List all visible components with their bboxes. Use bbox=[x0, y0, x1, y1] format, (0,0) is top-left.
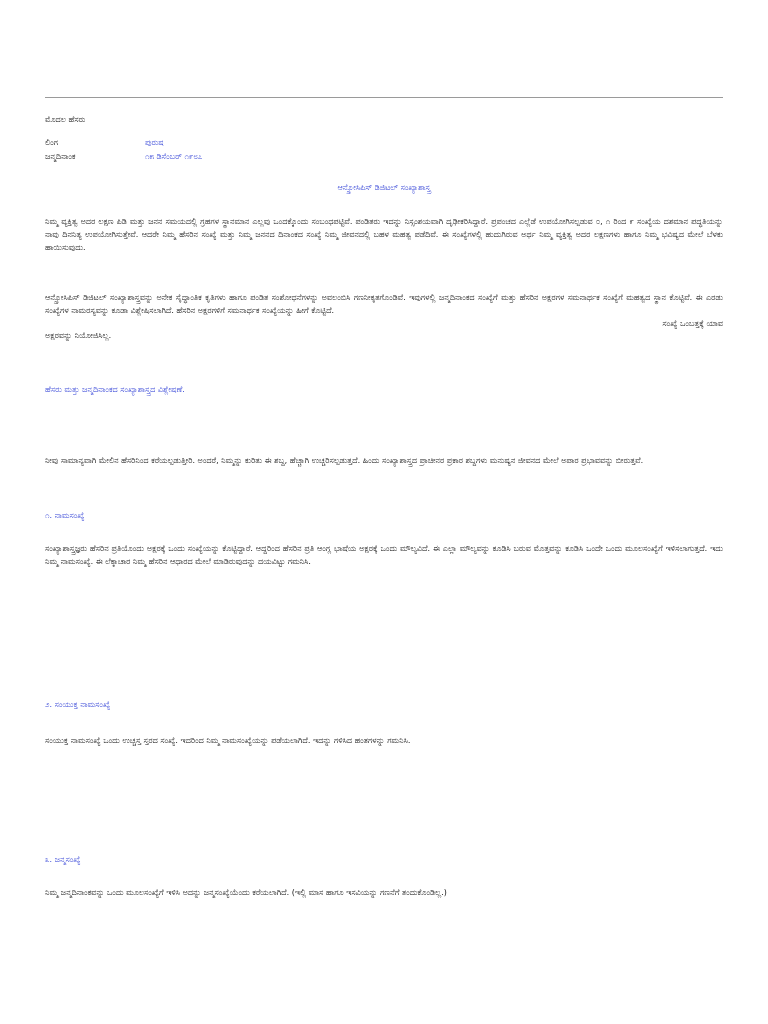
gender-row bbox=[45, 137, 723, 151]
section-2-heading: ೨. ಸಂಯುಕ್ತ ನಾಮಸಂಖ್ಯೆ bbox=[45, 700, 111, 709]
profile-block bbox=[45, 114, 723, 165]
section-3-heading: ೩. ಜನ್ಮಸಂಖ್ಯೆ bbox=[45, 855, 81, 864]
intro-paragraph-2 bbox=[45, 292, 723, 343]
analysis-heading: ಹೆಸರು ಮತ್ತು ಜನ್ಮದಿನಾಂಕದ ಸಂಖ್ಯಾಶಾಸ್ತ್ರದ ವಿಶ್ಲೇಷಣೆ. bbox=[45, 385, 185, 394]
section-1-text: ಸಂಖ್ಯಾಶಾಸ್ತ್ರಜ್ಞರು ಹೆಸರಿನ ಪ್ರತಿಯೊಂದು ಅಕ್ಷರಕ್ಕೆ ಒಂದು ಸಂಖ್ಯೆಯನ್ನು ಕೊಟ್ಟಿದ್ದಾರೆ. ಆದ್ದರಿಂದ ಹೆಸರಿನ ಪ್ರತಿ ಆಂಗ್ಲ ಭಾಷೆಯ ಅಕ್ಷರಕ್ಕೆ ಒಂದು ಮೌಲ್ಯವಿದೆ. ಈ ಎಲ್ಲಾ ಮೌಲ್ಯವನ್ನು ಕೂಡಿಸಿ ಬರುವ ಮೊತ್ತವನ್ನು ಕೂಡಿಸಿ ಒಂದೇ ಒಂದು ಮೂಲಸಂಖ್ಯೆಗೆ ಇಳಿಸಲಾಗುತ್ತದೆ. ಇದು ನಿಮ್ಮ ನಾಮಸಂಖ್ಯೆ. ಈ ಲೆಕ್ಕಾಚಾರ ನಿಮ್ಮ ಹೆಸರಿನ ಆಧಾರದ ಮೇಲೆ ಮಾಡಿರುವುದನ್ನು ದಯವಿಟ್ಟು ಗಮನಿಸಿ. bbox=[45, 544, 723, 566]
page-title: ಆನ್ಸ್ರೋಸಿಪಿಸ್ ಡಿಜಿಟಲ್ ಸಂಖ್ಯಾಶಾಸ್ತ್ರ bbox=[337, 183, 431, 192]
intro-paragraph-2-end: ಅಕ್ಷರವನ್ನು ನಿಯೋಜಿಸಿಲ್ಲ. bbox=[45, 331, 112, 341]
first-name-label: ಮೊದಲ ಹೆಸರು bbox=[45, 115, 86, 124]
dob-row bbox=[45, 151, 723, 165]
gender-value: ಪುರುಷ bbox=[145, 137, 164, 147]
dob-label: ಜನ್ಮದಿನಾಂಕ bbox=[45, 151, 76, 161]
section-2-text: ಸಂಯುಕ್ತ ನಾಮಸಂಖ್ಯೆ ಒಂದು ಉಚ್ಚಸ್ತ ಸ್ತರದ ಸಂಖ್ಯೆ. ಇದರಿಂದ ನಿಮ್ಮ ನಾಮಸಂಖ್ಯೆಯನ್ನು ಪಡೆಯಲಾಗಿದೆ. ಇದನ್ನು ಗಳಿಸಿದ ಹಂತಗಳನ್ನು ಗಮನಿಸಿ. bbox=[45, 736, 411, 745]
section-3-text: ನಿಮ್ಮ ಜನ್ಮದಿನಾಂಕವನ್ನು ಒಂದು ಮೂಲಸಂಖ್ಯೆಗೆ ಇಳಿಸಿ ಅದನ್ನು ಜನ್ಮಸಂಖ್ಯೆಯೆಂದು ಕರೆಯಲಾಗಿದೆ. (ಇಲ್ಲಿ ಮಾಸ ಹಾಗೂ ಇಸವಿಯನ್ನು ಗಣನೆಗೆ ತಂದುಕೊಂಡಿಲ್ಲ.) bbox=[45, 888, 447, 897]
intro-paragraph-2-body: ಆನ್ಸ್ರೋಸಿಪಿಸ್ ಡಿಜಿಟಲ್ ಸಂಖ್ಯಾಶಾಸ್ತ್ರವನ್ನು ಅನೇಕ ಸೈದ್ಧಾಂತಿಕ ಕೃತಿಗಳು ಹಾಗೂ ಪಂಡಿತ ಸಂಶೋಧನೆಗಳನ್ನು ಅವಲಂಬಿಸಿ ಗಣನೀಕೃತಗೊಂಡಿವೆ. ಇವುಗಳಲ್ಲಿ ಜನ್ಮದಿನಾಂಕದ ಸಂಖ್ಯೆಗೆ ಮತ್ತು ಹೆಸರಿನ ಅಕ್ಷರಗಳ ಸಮನಾರ್ಥಕ ಸಂಖ್ಯೆಗೆ ಮಹತ್ವದ ಸ್ಥಾನ ಕೊಟ್ಟಿವೆ. ಈ ಎರಡು ಸಂಖ್ಯೆಗಳ ನಾಮರಸ್ಯವನ್ನು ಕೂಡಾ ವಿಶ್ಲೇಷಿಸಲಾಗಿದೆ. ಹೆಸರಿನ ಅಕ್ಷರಗಳಿಗೆ ಸಮನಾರ್ಥಕ ಸಂಖ್ಯೆಯನ್ನು ಹೀಗೆ ಕೊಟ್ಟಿದೆ. bbox=[45, 293, 723, 315]
gender-label: ಲಿಂಗ bbox=[45, 137, 58, 147]
header-divider bbox=[45, 97, 723, 98]
analysis-paragraph: ನೀವು ಸಾಮಾನ್ಯವಾಗಿ ಮೇಲಿನ ಹೆಸರಿನಿಂದ ಕರೆಯಲ್ಪಡುತ್ತೀರಿ. ಅಂದರೆ, ನಿಮ್ಮನ್ನು ಕುರಿತು ಈ ಶಬ್ದ, ಹೆಚ್ಚಾಗಿ ಉಚ್ಚರಿಸಲ್ಪಡುತ್ತದೆ. ಹಿಂದು ಸಂಖ್ಯಾಶಾಸ್ತ್ರದ ಪ್ರಾಚೀನರ ಪ್ರಕಾರ ಶಬ್ದಗಳು ಮನುಷ್ಯನ ಜೀವನದ ಮೇಲೆ ಅಪಾರ ಪ್ರಭಾವವನ್ನು ಬೀರುತ್ತವೆ. bbox=[45, 456, 644, 465]
intro-paragraph-2-right: ಸಂಖ್ಯೆ ಒಂಬತ್ತಕ್ಕೆ ಯಾವ bbox=[662, 318, 723, 328]
intro-paragraph-1: ನಿಮ್ಮ ವ್ಯಕ್ತಿತ್ವ ಅದರ ಲಕ್ಷಣ ಪಿಡಿ ಮತ್ತು ಜನನ ಸಮಯದಲ್ಲಿ ಗ್ರಹಗಳ ಸ್ಥಾನಮಾನ ಎಲ್ಲವು ಒಂದಕ್ಕೊಂದು ಸಂಬಂಧಪಟ್ಟಿವೆ. ಪಂಡಿತರು ಇದನ್ನು ನಿಸ್ಸಂಶಯವಾಗಿ ದೃಢೀಕರಿಸಿದ್ದಾರೆ. ಪ್ರಪಂಚದ ಎಲ್ಲೆಡೆ ಉಪಯೋಗಿಸಲ್ಪಡುವ ೦, ೧ ರಿಂದ ೯ ಸಂಖ್ಯೆಯ ದಶಮಾನ ಪದ್ಧತಿಯನ್ನು ನಾವು ದಿನನಿತ್ಯ ಉಪಯೋಗಿಸುತ್ತೇವೆ. ಆದರೇ ನಿಮ್ಮ ಹೆಸರಿನ ಸಂಖ್ಯೆ ಮತ್ತು ನಿಮ್ಮ ಜನನದ ದಿನಾಂಕದ ಸಂಖ್ಯೆ ನಿಮ್ಮ ಜೀವನದಲ್ಲಿ ಬಹಳ ಮಹತ್ವ ಪಡೆದಿವೆ. ಈ ಸಂಖ್ಯೆಗಳಲ್ಲಿ ಹುದುಗಿರುವ ಅರ್ಥ ನಿಮ್ಮ ವ್ಯಕ್ತಿತ್ವ ಅದರ ಲಕ್ಷಣಗಳು ಹಾಗೂ ನಿಮ್ಮ ಭವಿಷ್ಯದ ಮೇಲೆ ಬೆಳಕು ಹಾಯಿಸುವುದು. bbox=[45, 217, 723, 252]
section-1-heading: ೧. ನಾಮಸಂಖ್ಯೆ bbox=[45, 511, 85, 520]
dob-value: ೧೫ ಡಿಸೆಂಬರ್ ೧೯೮೭ bbox=[145, 151, 203, 161]
